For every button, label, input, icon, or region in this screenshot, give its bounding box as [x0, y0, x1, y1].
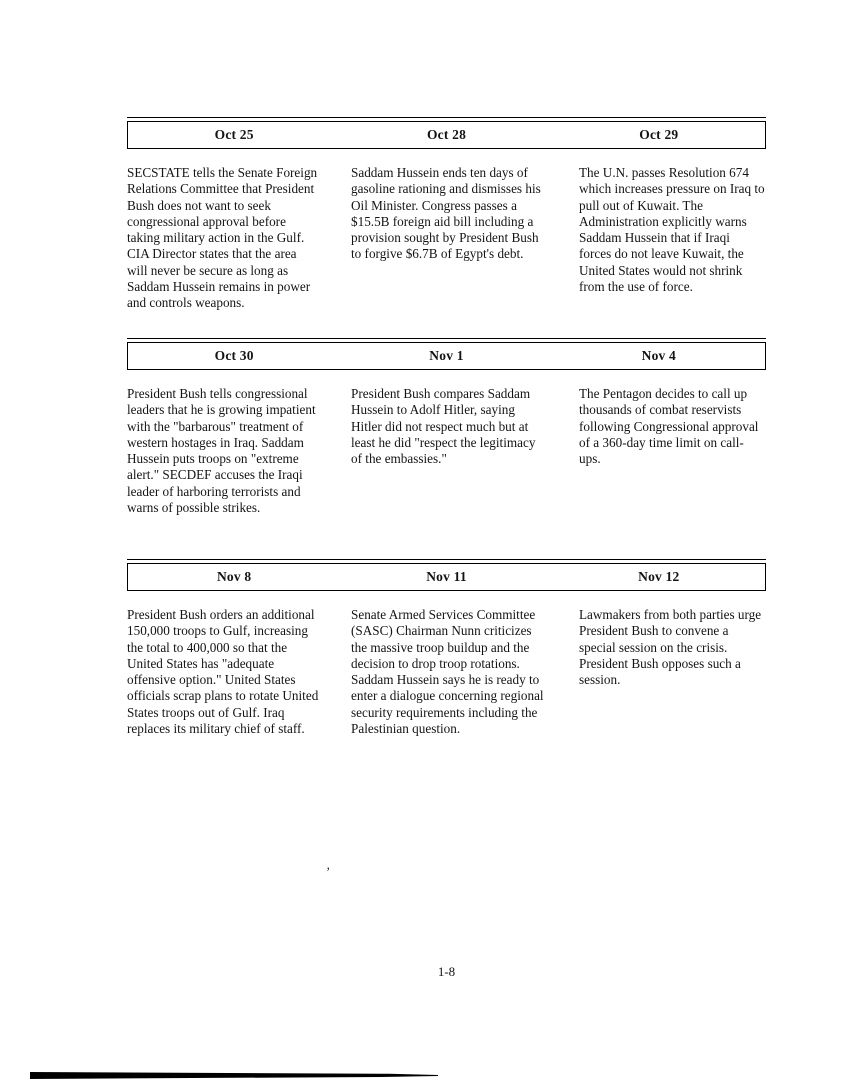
page-number: 1-8 [437, 964, 456, 979]
date-header-row-2 [127, 342, 766, 370]
timeline-entry-nov-8: President Bush orders an additional 150,000 troops to Gulf, increasing the total to 400,000 so that the United States has "adequate offensive option." United States officials scrap plans to rotate United States troops out of Gulf. Iraq replaces its military chief of staff. [127, 607, 319, 737]
timeline-entry-oct-28: Saddam Hussein ends ten days of gasoline rationing and dismisses his Oil Minister. Congress passes a $15.5B foreign aid bill including a provision sought by President Bush to forgive $6.7B of Egypt's debt. [351, 165, 541, 262]
date-header-nov-1: Nov 1 [429, 348, 464, 363]
date-header-row-1 [127, 121, 766, 149]
date-header-nov-8: Nov 8 [216, 569, 252, 584]
timeline-entry-nov-12: Lawmakers from both parties urge President Bush to convene a special session on the crisis. President Bush opposes such a session. [579, 607, 762, 688]
date-header-oct-29: Oct 29 [639, 127, 679, 142]
timeline-section-2 [127, 342, 766, 516]
scan-artifact-mark: ’ [326, 864, 331, 879]
date-header-oct-28: Oct 28 [426, 127, 467, 142]
date-header-nov-11: Nov 11 [426, 569, 467, 584]
timeline-entry-nov-11: Senate Armed Services Committee (SASC) Chairman Nunn criticizes the massive troop buildup and the decision to drop troop rotations. Saddam Hussein says he is ready to enter a dialogue concerning regional security requirements including the Palestinian question. [351, 607, 544, 737]
timeline-entry-nov-4: The Pentagon decides to call up thousands of combat reservists following Congressional approval of a 360-day time limit on call-ups. [579, 386, 759, 467]
date-header-oct-30: Oct 30 [214, 348, 254, 363]
date-header-nov-12: Nov 12 [638, 569, 680, 584]
timeline-entry-oct-25: SECSTATE tells the Senate Foreign Relations Committee that President Bush does not want to seek congressional approval before taking military action in the Gulf. CIA Director states that the area will never be secure as long as Saddam Hussein remains in power and controls weapons. [127, 165, 318, 311]
timeline-entry-oct-30: President Bush tells congressional leaders that he is growing impatient with the "barbarous" treatment of western hostages in Iraq. Saddam Hussein puts troops on "extreme alert." SECDEF accuses the Iraqi leader of harboring terrorists and warns of possible strikes. [127, 386, 316, 516]
date-header-nov-4: Nov 4 [641, 348, 676, 363]
entry-row-2 [127, 386, 766, 516]
entry-row-1 [127, 165, 766, 312]
timeline-section-1 [127, 121, 766, 312]
date-header-row-3 [127, 563, 766, 591]
date-header-oct-25: Oct 25 [214, 127, 254, 142]
scan-artifact-bar [30, 1072, 438, 1079]
timeline-section-3 [127, 563, 766, 737]
entry-row-3 [127, 607, 766, 737]
timeline-entry-nov-1: President Bush compares Saddam Hussein to Adolf Hitler, saying Hitler did not respect much but at least he did "respect the legitimacy of the embassies." [351, 386, 536, 467]
timeline-entry-oct-29: The U.N. passes Resolution 674 which increases pressure on Iraq to pull out of Kuwait. The Administration explicitly warns Saddam Hussein that if Iraqi forces do not leave Kuwait, the United States would not shrink from the use of force. [579, 165, 765, 295]
